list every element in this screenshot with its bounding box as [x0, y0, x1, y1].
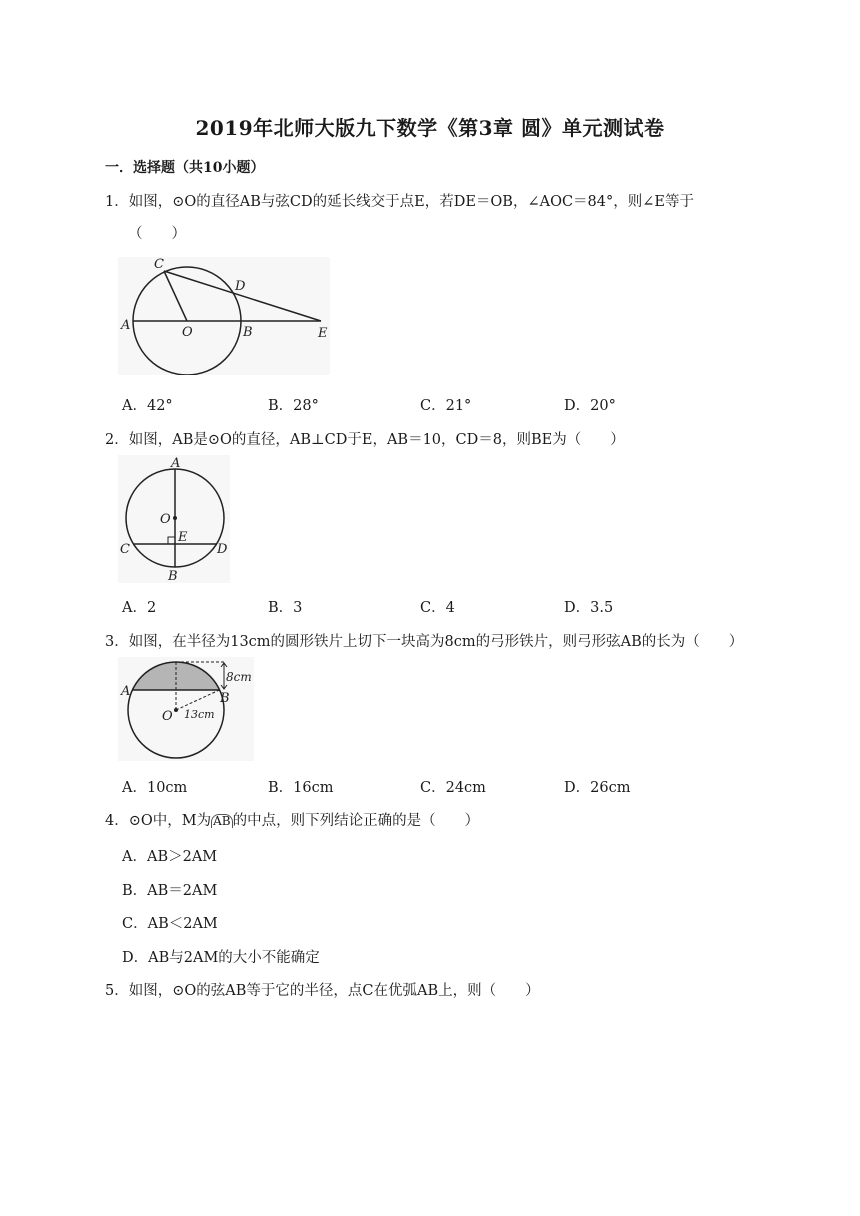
- question-5-text: 5．如图，⊙O的弦AB等于它的半径，点C在优弧AB上，则（ ）: [105, 983, 540, 999]
- q3-option-a: A．10cm: [122, 780, 188, 796]
- label-a: A: [171, 456, 181, 471]
- q4-option-c: C．AB＜2AM: [122, 916, 218, 932]
- label-height: 8cm: [226, 670, 252, 684]
- label-e: E: [318, 326, 328, 341]
- question-1-text: 1．如图，⊙O的直径AB与弦CD的延长线交于点E，若DE＝OB，∠AOC＝84°，则∠E等于: [105, 194, 694, 210]
- label-e: E: [178, 530, 188, 545]
- question-4-text: [105, 809, 479, 830]
- question-1-figure: [118, 257, 330, 375]
- question-4-prefix: 4．⊙O中，M为: [105, 813, 212, 829]
- question-2-figure: [118, 455, 230, 583]
- q4-option-b: B．AB＝2AM: [122, 883, 218, 899]
- label-o: O: [162, 709, 173, 724]
- center-dot: [174, 708, 178, 712]
- q1-option-a: A．42°: [122, 398, 173, 414]
- q4-option-d: D．AB与2AM的大小不能确定: [122, 950, 320, 966]
- q3-option-c: C．24cm: [420, 780, 486, 796]
- label-d: D: [235, 279, 246, 294]
- page-title: 2019年北师大版九下数学《第3章 圆》单元测试卷: [195, 116, 665, 140]
- question-4-suffix: 的中点，则下列结论正确的是（ ）: [232, 813, 480, 829]
- question-2-text: 2．如图，AB是⊙O的直径，AB⊥CD于E，AB＝10，CD＝8，则BE为（ ）: [105, 432, 625, 448]
- arc-ab-symbol: AB: [213, 814, 231, 828]
- center-dot: [173, 516, 177, 520]
- q1-option-c: C．21°: [420, 398, 472, 414]
- label-d: D: [217, 542, 228, 557]
- label-b: B: [243, 325, 253, 340]
- q2-option-c: C．4: [420, 600, 455, 616]
- label-c: C: [154, 257, 164, 272]
- q1-option-d: D．20°: [564, 398, 616, 414]
- label-c: C: [120, 542, 130, 557]
- section-heading: 一．选择题（共10小题）: [105, 160, 265, 176]
- q3-option-b: B．16cm: [268, 780, 334, 796]
- label-b: B: [220, 691, 230, 706]
- q2-option-b: B．3: [268, 600, 303, 616]
- question-3-text: 3．如图，在半径为13cm的圆形铁片上切下一块高为8cm的弓形铁片，则弓形弦AB的长为（ ）: [105, 634, 744, 650]
- label-a: A: [121, 318, 131, 333]
- label-o: O: [160, 512, 171, 527]
- q3-option-d: D．26cm: [564, 780, 631, 796]
- label-o: O: [182, 325, 193, 340]
- label-a: A: [121, 684, 131, 699]
- question-3-figure: [118, 657, 254, 761]
- label-b: B: [168, 569, 178, 583]
- question-1-paren: （ ）: [128, 226, 186, 242]
- q4-option-a: A．AB＞2AM: [122, 849, 218, 865]
- q1-option-b: B．28°: [268, 398, 319, 414]
- label-radius: 13cm: [184, 708, 215, 721]
- q2-option-d: D．3.5: [564, 600, 614, 616]
- q2-option-a: A．2: [122, 600, 157, 616]
